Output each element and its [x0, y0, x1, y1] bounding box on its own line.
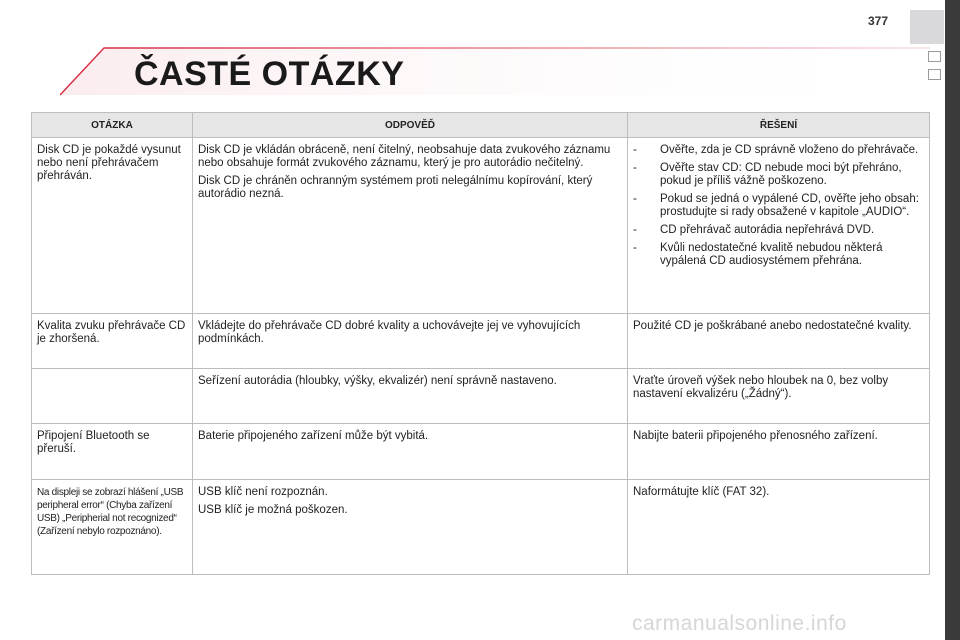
dash-marker: - [633, 224, 637, 236]
column-header-answer: ODPOVĚĎ [193, 113, 628, 138]
solution-item [633, 224, 924, 237]
solution-item [633, 144, 924, 157]
solution-text: Nabijte baterii připojeného přenosného zařízení. [633, 430, 878, 442]
question-text: Disk CD je pokaždé vysunut nebo není přehrávačem přehráván. [37, 144, 181, 182]
solution-text: Vraťte úroveň výšek nebo hloubek na 0, bez volby nastavení ekvalizéru („Žádný“). [633, 375, 889, 400]
table-row [32, 480, 930, 575]
solution-text: Kvůli nedostatečné kvalitě nebudou některá vypálená CD audiosystémem přehrána. [660, 242, 883, 267]
solution-cell [628, 369, 930, 424]
answer-text: Baterie připojeného zařízení může být vybitá. [198, 430, 429, 442]
answer-cell [193, 314, 628, 369]
dash-marker: - [633, 242, 637, 254]
solution-item [633, 162, 924, 188]
answer-cell [193, 369, 628, 424]
question-cell [32, 480, 193, 575]
table-header-row [32, 113, 930, 138]
page-title: ČASTÉ OTÁZKY [134, 55, 405, 93]
dash-marker: - [633, 144, 637, 156]
answer-text: USB klíč není rozpoznán. [198, 486, 328, 498]
table-row [32, 314, 930, 369]
answer-text: USB klíč je možná poškozen. [198, 504, 348, 516]
question-cell [32, 138, 193, 314]
corner-tab [910, 10, 944, 44]
solution-cell [628, 138, 930, 314]
solution-text: Použité CD je poškrábané anebo nedostatečné kvality. [633, 320, 912, 332]
solution-item [633, 193, 924, 219]
column-header-question: OTÁZKA [32, 113, 193, 138]
faq-table [31, 112, 930, 575]
column-header-solution: ŘEŠENÍ [628, 113, 930, 138]
solution-cell [628, 314, 930, 369]
page-number: 377 [868, 14, 889, 28]
answer-text: Seřízení autorádia (hloubky, výšky, ekvalizér) není správně nastaveno. [198, 375, 557, 387]
question-cell [32, 314, 193, 369]
question-text: Kvalita zvuku přehrávače CD je zhoršená. [37, 320, 186, 345]
table-row [32, 369, 930, 424]
answer-text: Vkládejte do přehrávače CD dobré kvality a uchovávejte jej ve vyhovujících podmínkách. [198, 320, 581, 345]
question-text: Připojení Bluetooth se přeruší. [37, 430, 150, 455]
solution-text: Naformátujte klíč (FAT 32). [633, 486, 770, 498]
solution-item [633, 242, 924, 268]
solution-text: Ověřte, zda je CD správně vloženo do přehrávače. [660, 144, 919, 156]
question-cell [32, 369, 193, 424]
solution-text: Pokud se jedná o vypálené CD, ověřte jeho obsah: prostudujte si rady obsažené v kapitole „AUDIO“. [660, 193, 919, 218]
table-row [32, 424, 930, 480]
answer-cell [193, 138, 628, 314]
dash-marker: - [633, 162, 637, 174]
table-row [32, 138, 930, 314]
watermark: carmanualsonline.info [632, 612, 847, 635]
answer-cell [193, 480, 628, 575]
question-cell [32, 424, 193, 480]
answer-text: Disk CD je vkládán obráceně, není čitelný, neobsahuje data zvukového záznamu nebo obsahuje formát zvukového záznamu, který je pro autorádio nečitelný. [198, 144, 611, 169]
side-bar [945, 0, 960, 640]
solution-cell [628, 424, 930, 480]
solution-cell [628, 480, 930, 575]
solution-text: Ověřte stav CD: CD nebude moci být přehráno, pokud je příliš vážně poškozeno. [660, 162, 902, 187]
answer-text: Disk CD je chráněn ochranným systémem proti nelegálnímu kopírování, který autorádio nezná. [198, 175, 593, 200]
answer-cell [193, 424, 628, 480]
dash-marker: - [633, 193, 637, 205]
solution-list [633, 144, 924, 268]
solution-text: CD přehrávač autorádia nepřehrává DVD. [660, 224, 875, 236]
question-text: Na displeji se zobrazí hlášení „USB peripheral error“ (Chyba zařízení USB) „Peripherial not recognized“ (Zařízení nebylo rozpoznáno). [37, 487, 184, 537]
